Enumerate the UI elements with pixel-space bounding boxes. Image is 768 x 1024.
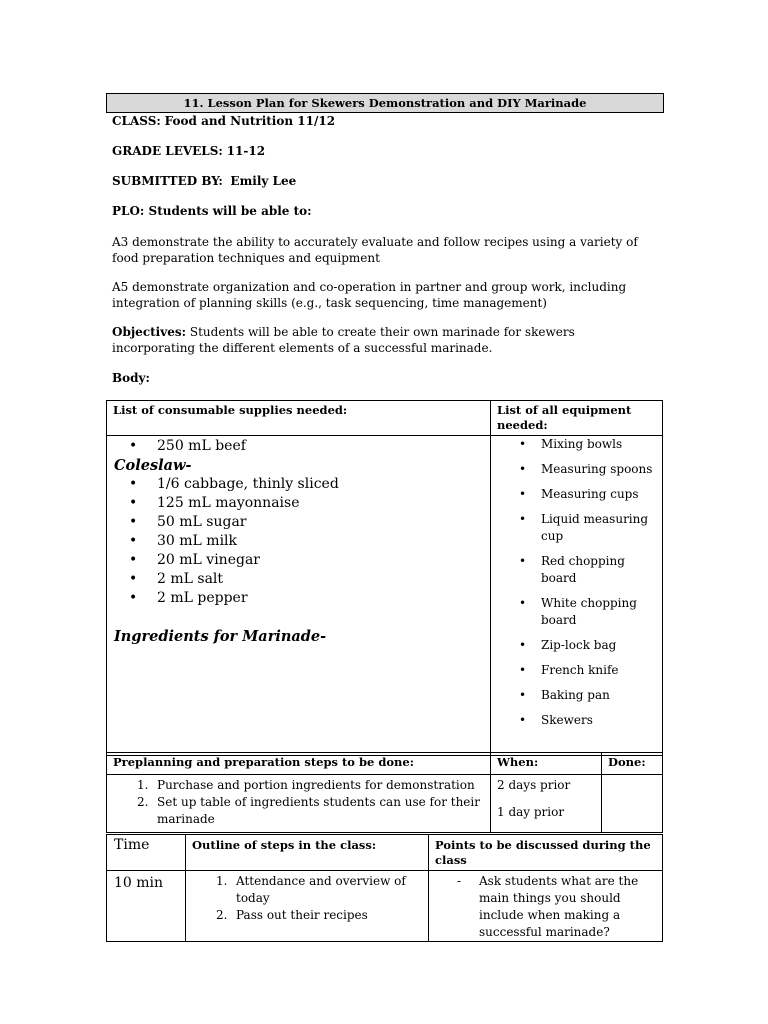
- point-text: Ask students what are the main things you should include when making a successful marinade?: [479, 874, 639, 939]
- step-text: Set up table of ingredients students can use for their marinade: [157, 795, 480, 826]
- list-item: • 50 mL sugar: [107, 513, 490, 532]
- grade-label: GRADE LEVELS:: [112, 144, 223, 158]
- list-item: • 125 mL mayonnaise: [107, 494, 490, 513]
- beef-list: [107, 437, 490, 456]
- supplies-table: [106, 400, 663, 756]
- class-value: Food and Nutrition 11/12: [164, 114, 336, 128]
- points-header-cell: [429, 835, 663, 871]
- prep-when-header-cell: [491, 753, 602, 775]
- document-title: 11. Lesson Plan for Skewers Demonstration and DIY Marinade: [106, 93, 664, 113]
- prep-when-header: When:: [497, 755, 539, 769]
- body-label: Body:: [112, 371, 150, 385]
- outcome-a3: A3 demonstrate the ability to accurately evaluate and follow recipes using a variety of food preparation techniques and equipment: [112, 235, 638, 265]
- list-item: • White chopping board: [491, 595, 662, 629]
- list-item: [186, 907, 428, 924]
- coleslaw-list: [107, 475, 490, 608]
- list-item: • Skewers: [491, 712, 662, 729]
- step-number: 2.: [137, 795, 149, 809]
- step-text: Attendance and overview of today: [236, 874, 406, 905]
- grade-value: 11-12: [226, 144, 266, 158]
- time-header: Time: [114, 837, 150, 853]
- list-item: • Red chopping board: [491, 553, 662, 587]
- supplies-cell: [107, 436, 491, 756]
- prep-when-cell: [491, 775, 602, 833]
- list-item: • 30 mL milk: [107, 532, 490, 551]
- marinade-heading: Ingredients for Marinade-: [114, 628, 327, 645]
- list-item: • 2 mL pepper: [107, 589, 490, 608]
- objectives: [112, 324, 642, 356]
- prep-steps-list: [107, 777, 490, 828]
- list-item: [107, 794, 490, 828]
- list-item: • Baking pan: [491, 687, 662, 704]
- step-text: Purchase and portion ingredients for demonstration: [157, 778, 475, 792]
- step-number: 1.: [216, 874, 228, 888]
- prep-steps-header: Preplanning and preparation steps to be done:: [113, 755, 414, 769]
- points-cell: [429, 871, 663, 942]
- time-cell: [107, 871, 186, 942]
- objectives-text: Students will be able to create their own marinade for skewers incorporating the different elements of a successful marinade.: [112, 325, 575, 355]
- supplies-header: List of consumable supplies needed:: [113, 403, 348, 417]
- submitted-value: Emily Lee: [230, 174, 297, 188]
- preparation-table: [106, 752, 663, 833]
- plo-heading: PLO: Students will be able to:: [112, 204, 312, 218]
- list-item: • 250 mL beef: [107, 437, 490, 456]
- schedule-table: [106, 834, 663, 942]
- time-header-cell: [107, 835, 186, 871]
- list-item: • Measuring cups: [491, 486, 662, 503]
- list-item: • 20 mL vinegar: [107, 551, 490, 570]
- step-text: Pass out their recipes: [236, 908, 368, 922]
- outline-header: Outline of steps in the class:: [192, 838, 377, 852]
- list-item: • Liquid measuring cup: [491, 511, 662, 545]
- when-value: 2 days prior: [497, 778, 571, 792]
- outline-cell: [186, 871, 429, 942]
- list-item: • French knife: [491, 662, 662, 679]
- list-item: • 2 mL salt: [107, 570, 490, 589]
- supplies-header-cell: [107, 401, 491, 436]
- time-value: 10 min: [114, 875, 164, 891]
- equipment-header-cell: [491, 401, 663, 436]
- prep-done-cell: [602, 775, 663, 833]
- list-item: [107, 777, 490, 794]
- outcome-a5: A5 demonstrate organization and co-operation in partner and group work, including integration of planning skills (e.g., task sequencing, time management): [112, 280, 627, 310]
- coleslaw-heading: Coleslaw-: [114, 457, 192, 474]
- prep-done-header-cell: [602, 753, 663, 775]
- step-number: 2.: [216, 908, 228, 922]
- list-item: [186, 873, 428, 907]
- discussion-point: [429, 873, 662, 941]
- outline-list: [186, 873, 428, 924]
- equipment-cell: [491, 436, 663, 756]
- list-item: • Mixing bowls: [491, 436, 662, 453]
- dash-marker: -: [457, 874, 462, 888]
- list-item: • Measuring spoons: [491, 461, 662, 478]
- class-line: [112, 113, 335, 129]
- step-number: 1.: [137, 778, 149, 792]
- list-item: • 1/6 cabbage, thinly sliced: [107, 475, 490, 494]
- outline-header-cell: [186, 835, 429, 871]
- when-value: 1 day prior: [497, 805, 565, 819]
- submitted-line: [112, 173, 296, 189]
- equipment-header: List of all equipment needed:: [497, 403, 632, 432]
- submitted-label: SUBMITTED BY:: [112, 174, 223, 188]
- equipment-list: [491, 436, 662, 729]
- prep-done-header: Done:: [608, 755, 646, 769]
- list-item: • Zip-lock bag: [491, 637, 662, 654]
- prep-steps-header-cell: [107, 753, 491, 775]
- points-header: Points to be discussed during the class: [435, 838, 651, 867]
- class-label: CLASS:: [112, 114, 161, 128]
- objectives-label: Objectives:: [112, 325, 187, 339]
- prep-steps-cell: [107, 775, 491, 833]
- grade-line: [112, 143, 265, 159]
